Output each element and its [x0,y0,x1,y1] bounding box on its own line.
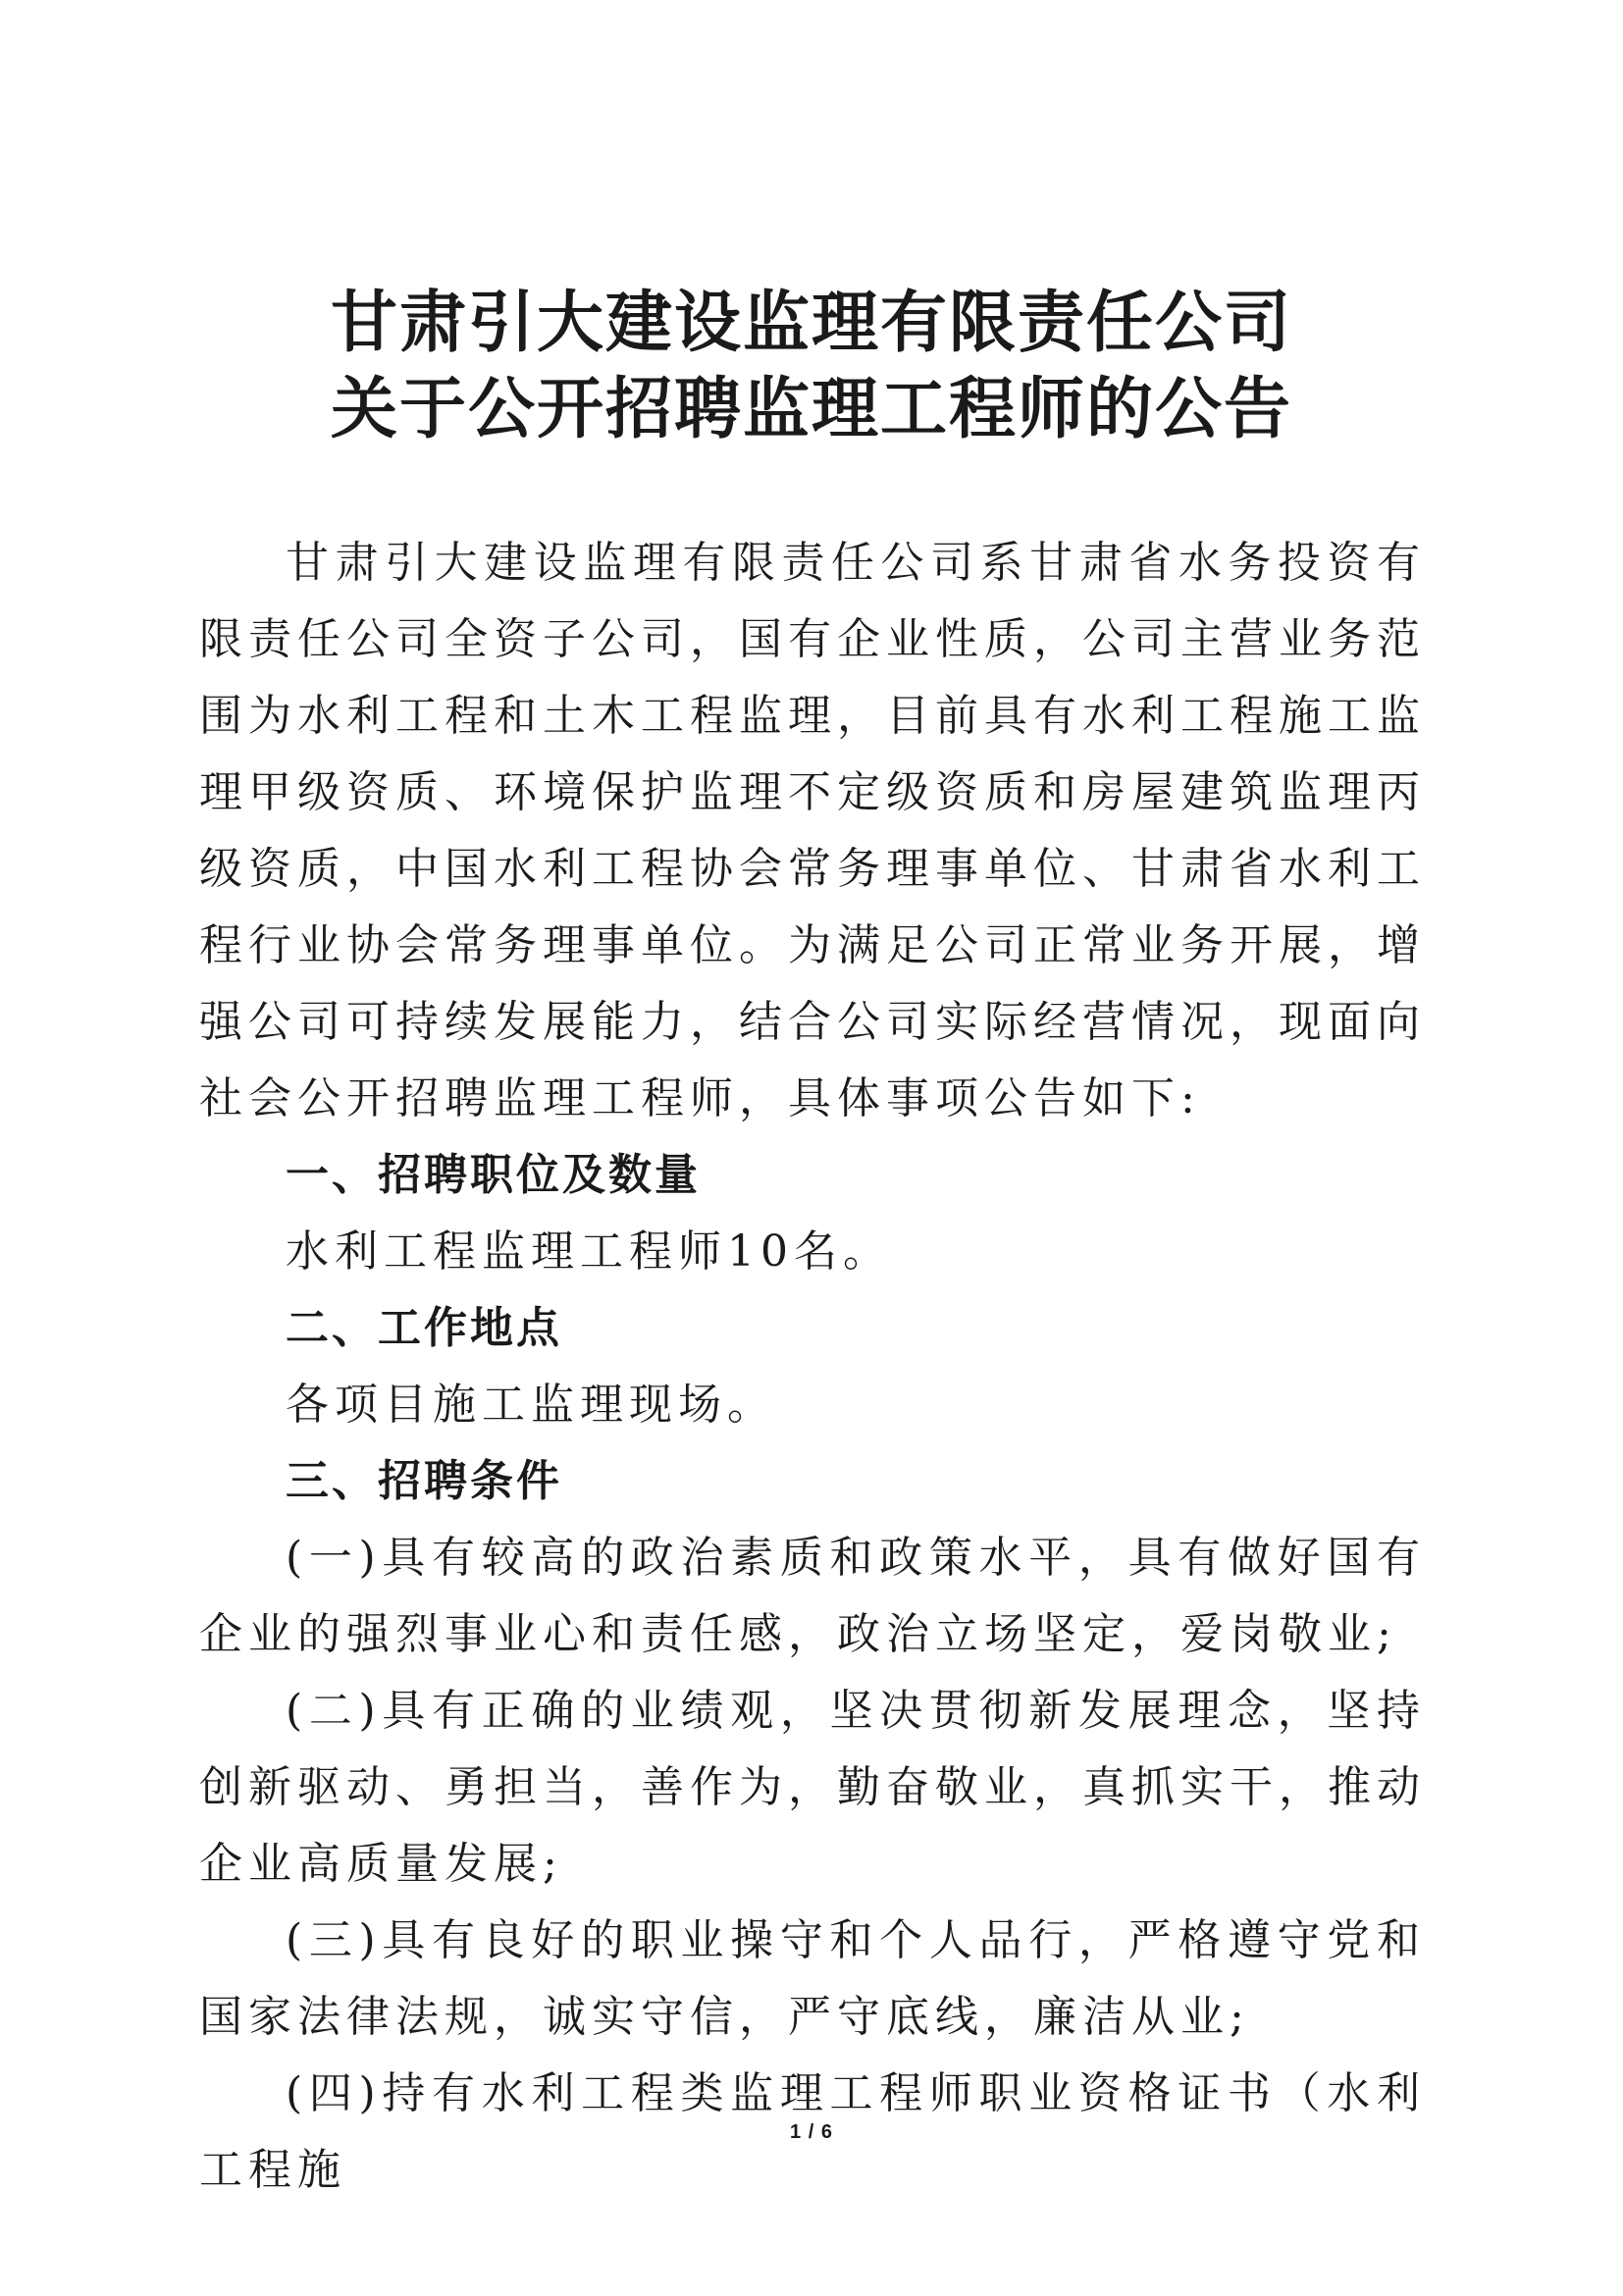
title-line-2: 关于公开招聘监理工程师的公告 [330,370,1292,448]
condition-item-2: (二)具有正确的业绩观，坚决贯彻新发展理念，坚持创新驱动、勇担当，善作为，勤奋敬业，真抓实干，推动企业高质量发展; [199,1686,1426,1889]
section-text-positions: 水利工程监理工程师10名。 [286,1226,892,1277]
section-heading-conditions: 三、招聘条件 [286,1456,562,1506]
condition-item-1: (一)具有较高的政治素质和政策水平，具有做好国有企业的强烈事业心和责任感，政治立场坚定，爱岗敬业; [199,1533,1426,1659]
section-heading-positions: 一、招聘职位及数量 [286,1150,701,1200]
section-text-location: 各项目施工监理现场。 [286,1380,776,1430]
section-heading-location: 二、工作地点 [286,1303,562,1353]
condition-item-4: (四)持有水利工程类监理工程师职业资格证书（水利工程施 [199,2068,1426,2195]
title-line-1: 甘肃引大建设监理有限责任公司 [330,284,1292,362]
page-number: 1 / 6 [790,2121,833,2143]
condition-item-3: (三)具有良好的职业操守和个人品行，严格遵守党和国家法律法规，诚实守信，严守底线，廉洁从业; [199,1915,1426,2042]
intro-paragraph: 甘肃引大建设监理有限责任公司系甘肃省水务投资有限责任公司全资子公司，国有企业性质，公司主营业务范围为水利工程和土木工程监理，目前具有水利工程施工监理甲级资质、环境保护监理不定级资质和房屋建筑监理丙级资质，中国水利工程协会常务理事单位、甘肃省水利工程行业协会常务理事单位。为满足公司正常业务开展，增强公司可持续发展能力，结合公司实际经营情况，现面向社会公开招聘监理工程师，具体事项公告如下: [199,538,1426,1123]
document-title [0,280,1623,452]
document-body [199,525,1426,2209]
